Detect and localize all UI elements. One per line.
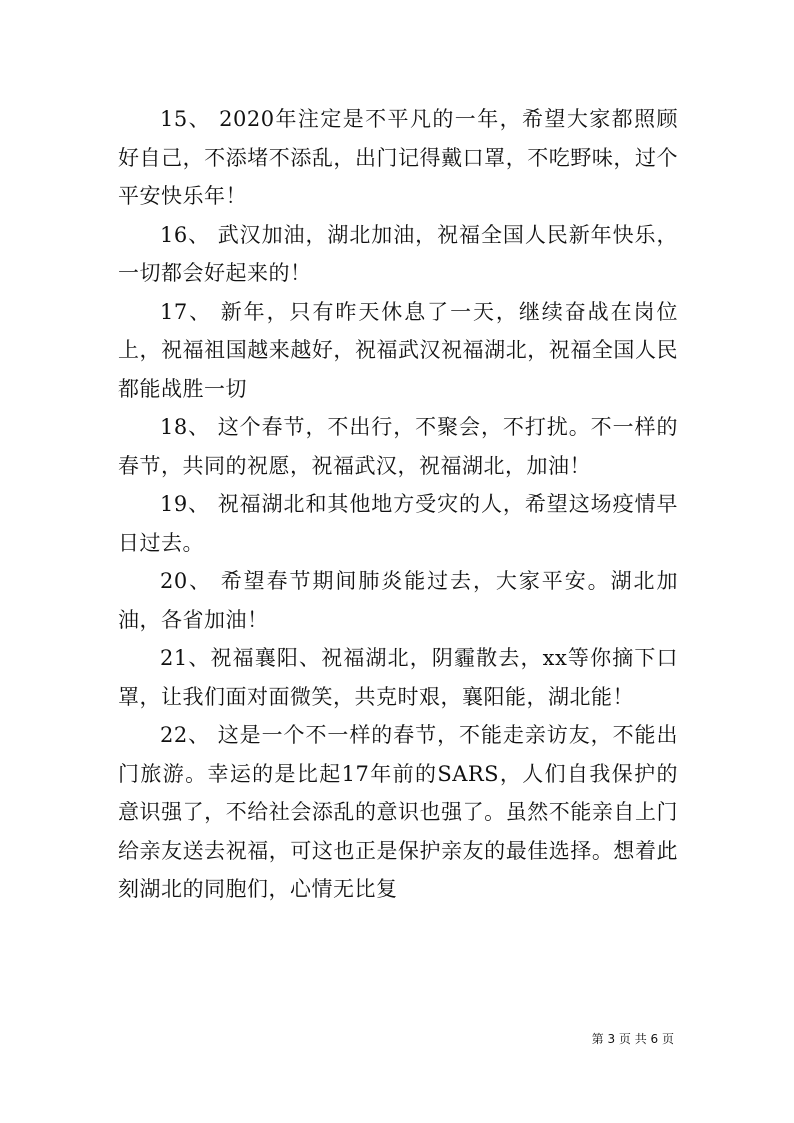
paragraph-15: 15、 2020年注定是不平凡的一年，希望大家都照顾好自己，不添堵不添乱，出门记得戴口罩，不吃野味，过个平安快乐年！ <box>118 107 678 208</box>
paragraph-19: 19、 祝福湖北和其他地方受灾的人，希望这场疫情早日过去。 <box>118 492 678 555</box>
document-body <box>118 100 678 909</box>
page-number-footer: 第 3 页 共 6 页 <box>591 1032 674 1046</box>
paragraph-20: 20、 希望春节期间肺炎能过去，大家平安。湖北加油，各省加油！ <box>118 569 678 632</box>
paragraph-16: 16、 武汉加油，湖北加油，祝福全国人民新年快乐，一切都会好起来的！ <box>118 222 678 285</box>
paragraph-22: 22、 这是一个不一样的春节，不能走亲访友，不能出门旅游。幸运的是比起17年前的SARS，人们自我保护的意识强了，不给社会添乱的意识也强了。虽然不能亲自上门给亲友送去祝福，可这也正是保护亲友的最佳选择。想着此刻湖北的同胞们，心情无比复 <box>118 723 678 901</box>
paragraph-18: 18、 这个春节，不出行，不聚会，不打扰。不一样的春节，共同的祝愿，祝福武汉，祝福湖北，加油！ <box>118 415 678 478</box>
paragraph-21: 21、祝福襄阳、祝福湖北，阴霾散去，xx等你摘下口罩，让我们面对面微笑，共克时艰，襄阳能，湖北能！ <box>118 646 678 709</box>
paragraph-17: 17、 新年，只有昨天休息了一天，继续奋战在岗位上，祝福祖国越来越好，祝福武汉祝福湖北，祝福全国人民都能战胜一切 <box>118 299 678 401</box>
